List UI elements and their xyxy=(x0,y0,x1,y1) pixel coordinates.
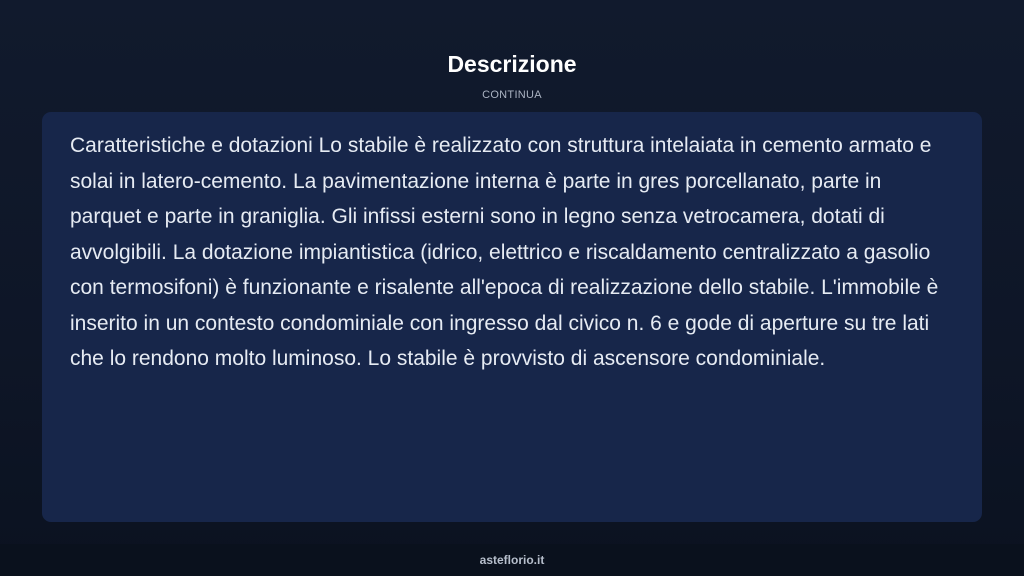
footer-site: asteflorio.it xyxy=(479,553,545,567)
description-text: Caratteristiche e dotazioni Lo stabile è realizzato con struttura intelaiata in cemento armato e solai in latero-cemento. La pavimentazione interna è parte in gres porcellanato, parte in parquet e parte in graniglia. Gli infissi esterni sono in legno senza vetrocamera, dotati di avvolgibili. La dotazione impiantistica (idrico, elettrico e riscaldamento centralizzato a gasolio con termosifoni) è funzionante e risalente all'epoca di realizzazione dello stabile. L'immobile è inserito in un contesto condominiale con ingresso dal civico n. 6 e gode di aperture su tre lati che lo rendono molto luminoso. Lo stabile è provvisto di ascensore condominiale. xyxy=(70,134,939,370)
description-card xyxy=(42,112,982,522)
page-subtitle: CONTINUA xyxy=(482,89,542,101)
footer xyxy=(0,544,1024,576)
page-title: Descrizione xyxy=(447,51,577,77)
